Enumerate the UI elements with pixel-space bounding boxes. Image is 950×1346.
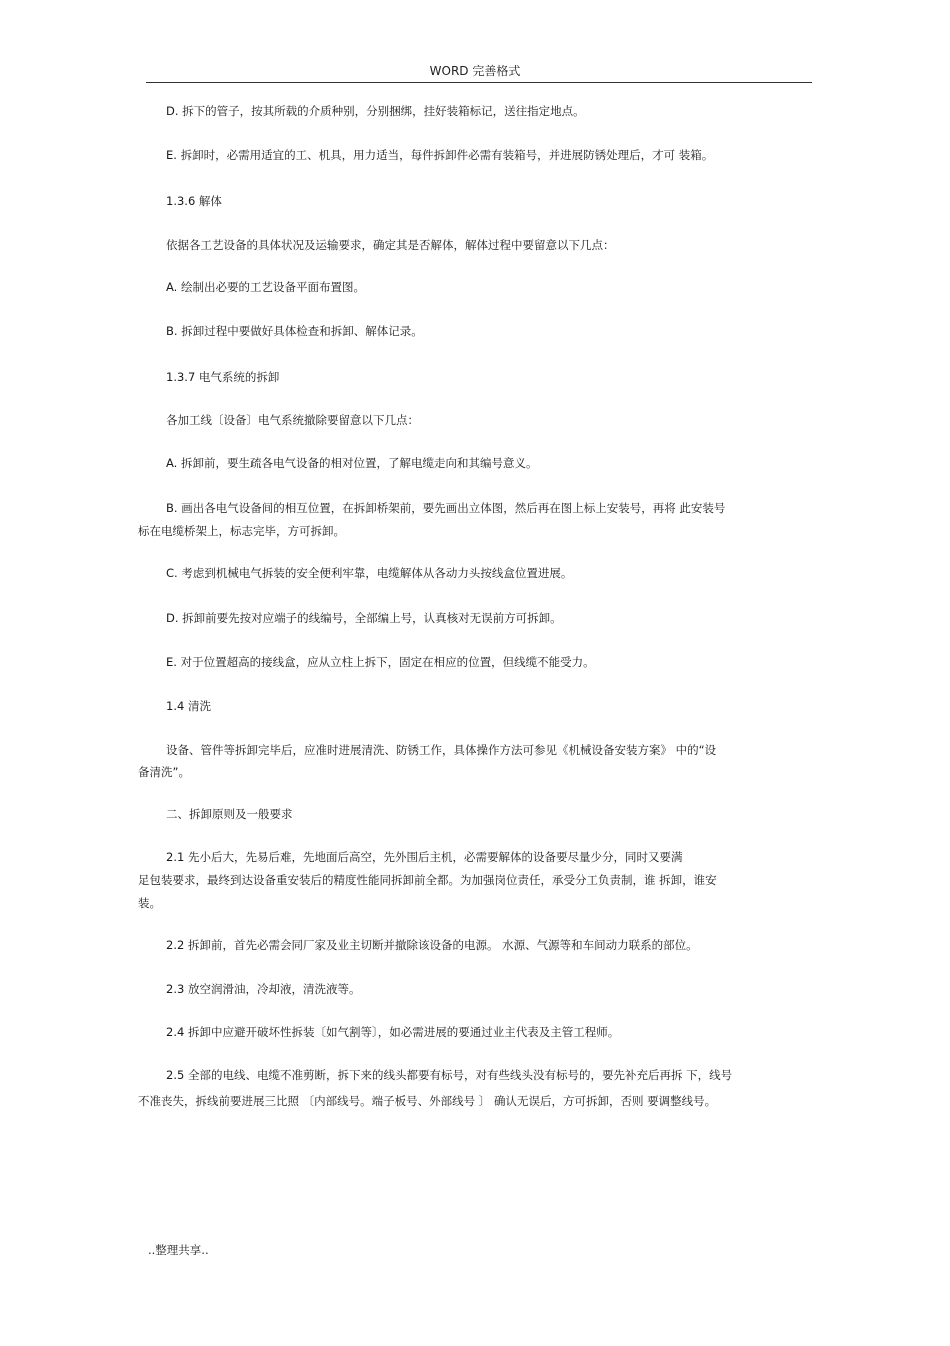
section-heading-1-3-7: 1.3.7 电气系统的拆卸 xyxy=(166,370,280,384)
paragraph-2-5-line1: 2.5 全部的电线、电缆不准剪断，拆下来的线头都要有标号，对有些线头没有标号的，要先补充后再拆 下，线号 xyxy=(166,1068,733,1082)
list-item-b-electrical-line1: B. 画出各电气设备间的相互位置，在拆卸桥架前，要先画出立体图，然后再在图上标上安装号，再将 此安装号 xyxy=(166,501,726,515)
page-header-title: WORD 完善格式 xyxy=(429,64,521,78)
list-item-e-electrical: E. 对于位置超高的接线盒，应从立柱上拆下，固定在相应的位置，但线缆不能受力。 xyxy=(166,655,595,669)
list-item-d-pipes: D. 拆下的管子，按其所载的介质种别，分别捆绑，挂好装箱标记，送往指定地点。 xyxy=(166,104,585,118)
paragraph-2-4: 2.4 拆卸中应避开破坏性拆装〔如气割等〕，如必需进展的要通过业主代表及主管工程师。 xyxy=(166,1025,620,1039)
list-item-a-electrical: A. 拆卸前，要生疏各电气设备的相对位置，了解电缆走向和其编号意义。 xyxy=(166,456,538,470)
section-heading-1-3-6: 1.3.6 解体 xyxy=(166,194,222,208)
list-item-d-electrical: D. 拆卸前要先按对应端子的线编号，全部编上号，认真核对无误前方可拆卸。 xyxy=(166,611,562,625)
list-item-e-tools: E. 拆卸时，必需用适宜的工、机具，用力适当，每件拆卸件必需有装箱号，并进展防锈处理后，才可 装箱。 xyxy=(166,148,714,162)
paragraph-cleaning-line2: 备清洗”。 xyxy=(138,765,190,779)
page-footer: ..整理共享.. xyxy=(148,1243,209,1257)
list-item-b-electrical-line2: 标在电缆桥架上，标志完毕，方可拆卸。 xyxy=(138,524,345,538)
paragraph-2-3: 2.3 放空润滑油，冷却液，清洗液等。 xyxy=(166,982,361,996)
paragraph-disassembly-intro: 依据各工艺设备的具体状况及运输要求，确定其是否解体，解体过程中要留意以下几点： xyxy=(166,238,615,252)
list-item-b-records: B. 拆卸过程中要做好具体检查和拆卸、解体记录。 xyxy=(166,324,423,338)
paragraph-2-2: 2.2 拆卸前，首先必需会同厂家及业主切断并撤除该设备的电源。 水源、气源等和车间动力联系的部位。 xyxy=(166,938,698,952)
list-item-c-electrical: C. 考虑到机械电气拆装的安全便利牢靠，电缆解体从各动力头按线盒位置进展。 xyxy=(166,566,573,580)
header-divider xyxy=(146,82,812,83)
section-heading-1-4: 1.4 清洗 xyxy=(166,699,211,713)
list-item-a-layout: A. 绘制出必要的工艺设备平面布置图。 xyxy=(166,280,365,294)
paragraph-electrical-intro: 各加工线〔设备〕电气系统撤除要留意以下几点： xyxy=(166,413,419,427)
section-heading-principles: 二、拆卸原则及一般要求 xyxy=(166,807,293,821)
paragraph-2-5-line2: 不准丧失，拆线前要进展三比照 〔内部线号。端子板号、外部线号 〕 确认无误后，方可拆卸，否则 要调整线号。 xyxy=(138,1094,717,1108)
paragraph-2-1-line1: 2.1 先小后大，先易后难，先地面后高空，先外围后主机，必需要解体的设备要尽量少分，同时又要满 xyxy=(166,850,683,864)
paragraph-cleaning-line1: 设备、管件等拆卸完毕后，应准时进展清洗、防锈工作，具体操作方法可参见《机械设备安装方案》 中的“设 xyxy=(166,743,717,757)
paragraph-2-1-line3: 装。 xyxy=(138,896,161,910)
paragraph-2-1-line2: 足包装要求，最终到达设备重安装后的精度性能同拆卸前全都。为加强岗位责任，承受分工负责制，谁 拆卸，谁安 xyxy=(138,873,717,887)
